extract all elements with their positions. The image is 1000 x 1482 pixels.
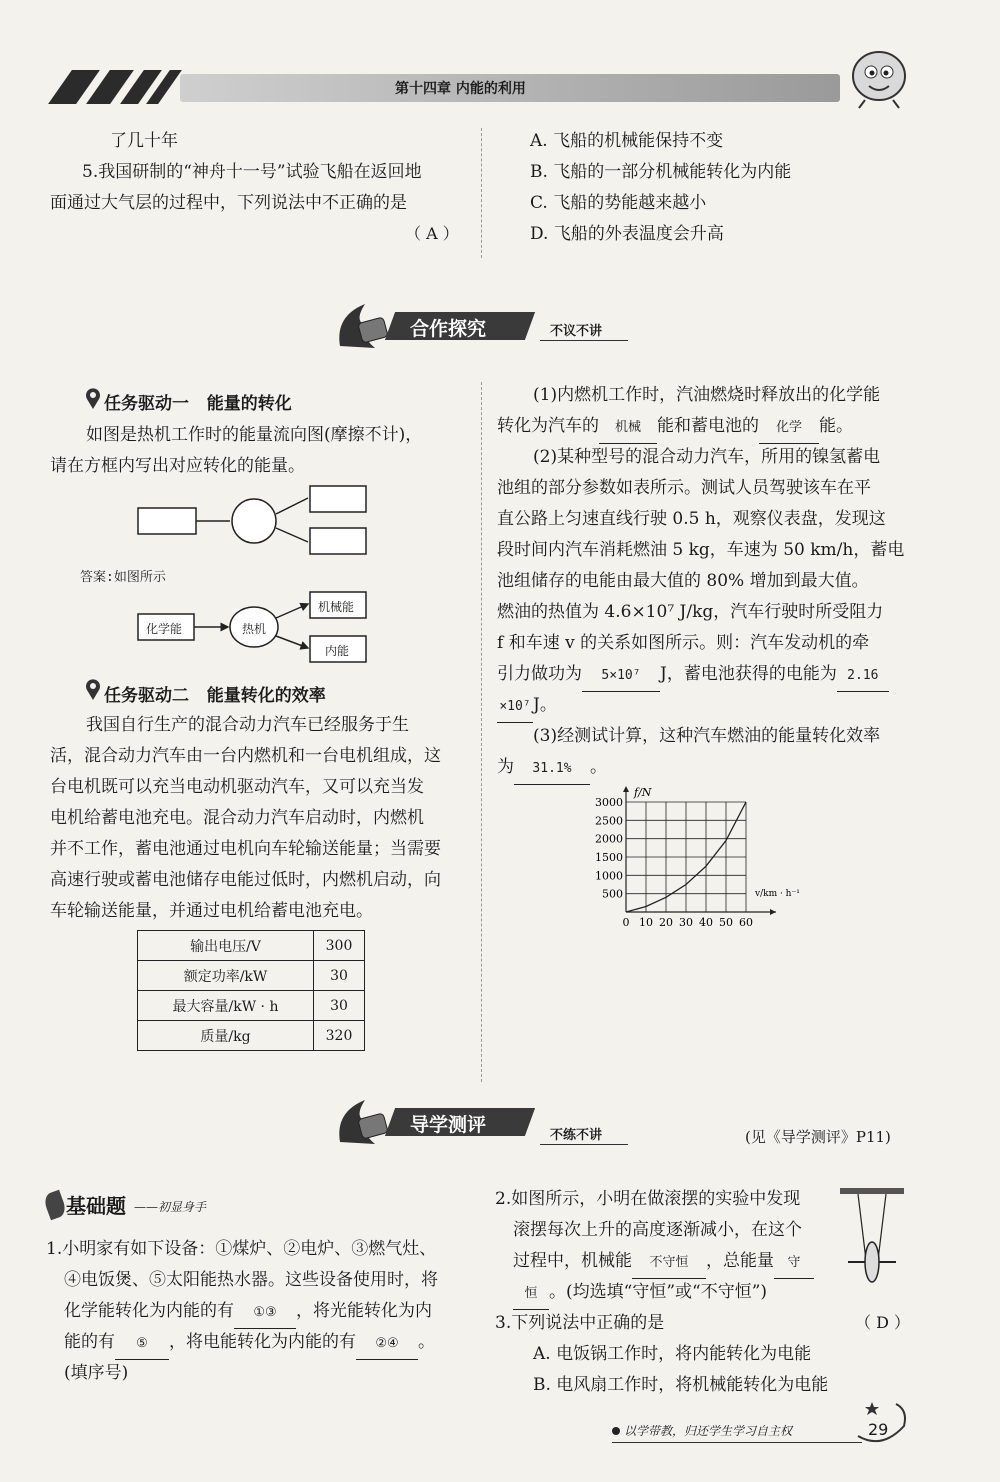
text-line — [513, 1277, 767, 1310]
y-tick-label: 2000 — [595, 832, 623, 846]
x-tick-label: 40 — [699, 916, 713, 928]
table-row — [138, 1021, 365, 1051]
answer-blank: 5×10⁷ — [582, 661, 660, 692]
pin-icon — [84, 677, 102, 705]
basic-title: 基础题 — [66, 1194, 126, 1218]
rolling-pendulum-icon — [838, 1184, 908, 1294]
text-line: ④电饭煲、⑤太阳能热水器。这些设备使用时，将 — [64, 1270, 438, 1290]
text-line: 1.小明家有如下设备：①煤炉、②电炉、③燃气灶、 — [46, 1239, 437, 1259]
text-line: 燃油的热值为 4.6×10⁷ J/kg，汽车行驶时所受阻力 — [497, 602, 884, 622]
q5-answer: （ A ） — [405, 224, 459, 243]
task2-title: 任务驱动二 能量转化的效率 — [104, 686, 326, 706]
y-axis-arrow — [623, 786, 629, 792]
y-tick-label: 1500 — [595, 851, 623, 864]
answer-blank: 机械 — [599, 413, 657, 444]
option-a: A. 电饭锅工作时，将内能转化为电能 — [533, 1344, 812, 1364]
text-span: 引力做功为 — [497, 664, 582, 684]
text-line: (2)某种型号的混合动力汽车，所用的镍氢蓄电 — [533, 447, 881, 467]
y-tick-label: 2500 — [595, 814, 623, 828]
text-span: 过程中，机械能 — [513, 1251, 632, 1271]
x-tick-label: 0 — [622, 916, 630, 928]
text-line — [513, 1246, 814, 1279]
x-tick-label: 30 — [679, 916, 693, 928]
answer-blank: 31.1% — [514, 754, 590, 785]
section-title: 合作探究 — [410, 318, 487, 340]
footer-rule — [612, 1442, 862, 1443]
text-span: 。 — [418, 1332, 435, 1352]
option-b: B. 电风扇工作时，将机械能转化为电能 — [533, 1375, 829, 1395]
option-d: D. 飞船的外表温度会升高 — [530, 224, 724, 244]
text-line — [64, 1296, 432, 1329]
diagram-input-label: 化学能 — [146, 622, 183, 636]
text-line: 池组储存的电能由最大值的 80% 增加到最大值。 — [497, 571, 869, 591]
table-cell: 额定功率/kW — [138, 961, 314, 991]
answer-blank: 2.16 — [837, 661, 889, 692]
paragraph-line: 活，混合动力汽车由一台内燃机和一台电机组成，这 — [50, 746, 441, 766]
text-span: 能和蓄电池的 — [657, 416, 759, 436]
task1-desc-line: 如图是热机工作时的能量流向图(摩擦不计)， — [86, 425, 423, 445]
table-cell: 30 — [314, 961, 365, 991]
chapter-title: 第十四章 内能的利用 — [395, 81, 526, 97]
text-span: ，将光能转化为内 — [296, 1301, 432, 1321]
section-tag: 不练不讲 — [550, 1128, 603, 1143]
section-banner — [330, 296, 630, 356]
table-row — [138, 991, 365, 1021]
text-line: (1)内燃机工作时，汽油燃烧时释放出的化学能 — [533, 385, 881, 405]
text-span: 转化为汽车的 — [497, 416, 599, 436]
leaf-icon — [42, 1190, 68, 1221]
footer-slogan — [612, 1422, 792, 1439]
q5-options — [530, 126, 930, 250]
text-line: f 和车速 v 的关系如图所示。则：汽车发动机的牵 — [497, 633, 870, 653]
q3-answer: （ D ） — [855, 1313, 911, 1332]
task1-title: 任务驱动一 能量的转化 — [104, 394, 292, 414]
y-tick-label: 1000 — [595, 869, 623, 883]
text-line: 池组的部分参数如表所示。测试人员驾驶该车在平 — [497, 478, 871, 498]
paragraph-line: 台电机既可以充当电动机驱动汽车，又可以充当发 — [50, 777, 424, 797]
force-speed-chart — [590, 782, 820, 928]
text-span: 为 — [497, 757, 514, 777]
slogan-text: 以学带教，归还学生学习自主权 — [624, 1424, 793, 1438]
y-axis-label: f/N — [634, 786, 652, 799]
diagram-engine-label: 热机 — [242, 622, 267, 636]
continuation-text: 了几十年 — [110, 131, 178, 151]
right-mid-block — [497, 380, 917, 780]
chart-ticks — [595, 796, 753, 928]
battery-spec-table — [137, 930, 365, 1051]
answer-label: 答案:如图所示 — [80, 570, 166, 585]
text-line: 滚摆每次上升的高度逐渐减小，在这个 — [513, 1220, 802, 1240]
q5-stem: 5.我国研制的“神舟十一号”试验飞船在返回地 — [82, 162, 422, 182]
column-divider — [481, 382, 482, 1082]
text-span: 能。 — [819, 416, 853, 436]
text-line: 直公路上匀速直线行驶 0.5 h，观察仪表盘，发现这 — [497, 509, 886, 529]
text-span: J，蓄电池获得的电能为 — [660, 664, 837, 684]
table-cell: 320 — [314, 1021, 365, 1051]
answer-blank: 恒 — [513, 1279, 549, 1310]
text-span: 。 — [590, 757, 607, 777]
page-number: 29 — [868, 1420, 889, 1439]
table-row — [138, 931, 365, 961]
underline — [540, 340, 628, 341]
q5-stem: 面通过大气层的过程中，下列说法中不正确的是 — [50, 193, 407, 213]
text-line — [497, 690, 557, 723]
basic-q1 — [46, 1234, 476, 1394]
underline — [540, 1144, 628, 1145]
answer-blank: ×10⁷ — [497, 692, 533, 723]
option-b: B. 飞船的一部分机械能转化为内能 — [530, 162, 792, 182]
text-line: (3)经测试计算，这种汽车燃油的能量转化效率 — [533, 726, 881, 746]
section-banner — [330, 1092, 630, 1152]
paragraph-line: 车轮输送能量，并通过电机给蓄电池充电。 — [50, 901, 373, 921]
text-line — [497, 752, 607, 785]
basic-header — [46, 1188, 286, 1224]
option-c: C. 飞船的势能越来越小 — [530, 193, 707, 213]
paragraph-line: 我国自行生产的混合动力汽车已经服务于生 — [86, 715, 409, 735]
y-tick-label: 500 — [602, 887, 623, 901]
text-line — [497, 411, 853, 444]
task2-paragraph — [50, 710, 470, 930]
mascot-icon — [845, 48, 915, 114]
chart-grid — [626, 802, 746, 912]
pin-icon — [84, 386, 102, 414]
table-cell: 300 — [314, 931, 365, 961]
text-line: 段时间内汽车消耗燃油 5 kg，车速为 50 km/h，蓄电 — [497, 540, 905, 560]
page-swirl-icon — [852, 1396, 912, 1446]
task1-desc — [50, 420, 470, 484]
text-line: 3.下列说法中正确的是 — [495, 1313, 665, 1333]
table-cell: 质量/kg — [138, 1021, 314, 1051]
answer-blank: 化学 — [759, 413, 819, 444]
text-line — [497, 659, 889, 692]
header-banner — [40, 62, 910, 110]
x-tick-label: 50 — [719, 916, 733, 928]
paragraph-line: 电机给蓄电池充电。混合动力汽车启动时，内燃机 — [50, 808, 424, 828]
paragraph-line: 高速行驶或蓄电池储存电能过低时，内燃机启动，向 — [50, 870, 441, 890]
answer-blank: ①③ — [234, 1298, 296, 1329]
text-span: 能的有 — [64, 1332, 115, 1352]
x-tick-label: 10 — [639, 916, 653, 928]
x-tick-label: 20 — [659, 916, 673, 928]
section-title: 导学测评 — [410, 1114, 487, 1136]
left-top-block — [50, 126, 470, 246]
x-axis-label: v/km · h⁻¹ — [755, 889, 800, 899]
table-cell: 30 — [314, 991, 365, 1021]
text-span: ，总能量 — [706, 1251, 774, 1271]
paragraph-line: 并不工作，蓄电池通过电机向车轮输送能量；当需要 — [50, 839, 441, 859]
task1-desc-line: 请在方框内写出对应转化的能量。 — [50, 456, 305, 476]
table-row — [138, 961, 365, 991]
text-span: ，将电能转化为内能的有 — [169, 1332, 356, 1352]
basic-subtitle: ——初显身手 — [134, 1200, 207, 1214]
text-span: J。 — [533, 695, 557, 715]
text-line: (填序号) — [64, 1363, 129, 1383]
x-axis-arrow — [770, 909, 776, 915]
table-cell: 输出电压/V — [138, 931, 314, 961]
empty-energy-diagram — [130, 482, 380, 572]
x-tick-label: 60 — [739, 916, 753, 928]
column-divider — [481, 128, 482, 258]
option-a: A. 飞船的机械能保持不变 — [530, 131, 724, 151]
text-span: 化学能转化为内能的有 — [64, 1301, 234, 1321]
answer-blank: 不守恒 — [632, 1248, 706, 1279]
diagram-out1-label: 机械能 — [318, 600, 355, 614]
text-line: 2.如图所示，小明在做滚摆的实验中发现 — [495, 1189, 801, 1209]
answer-blank: ⑤ — [115, 1329, 169, 1360]
bullet-icon — [612, 1427, 620, 1435]
text-line — [64, 1327, 435, 1360]
section-tag: 不议不讲 — [550, 324, 603, 339]
reference-note: (见《导学测评》P11) — [745, 1128, 891, 1146]
answer-blank: 守 — [774, 1248, 814, 1279]
answer-blank: ②④ — [356, 1329, 418, 1360]
diagram-out2-label: 内能 — [325, 644, 350, 658]
table-cell: 最大容量/kW · h — [138, 991, 314, 1021]
text-span: 。(均选填“守恒”或“不守恒”) — [549, 1282, 768, 1302]
y-tick-label: 3000 — [595, 796, 623, 809]
